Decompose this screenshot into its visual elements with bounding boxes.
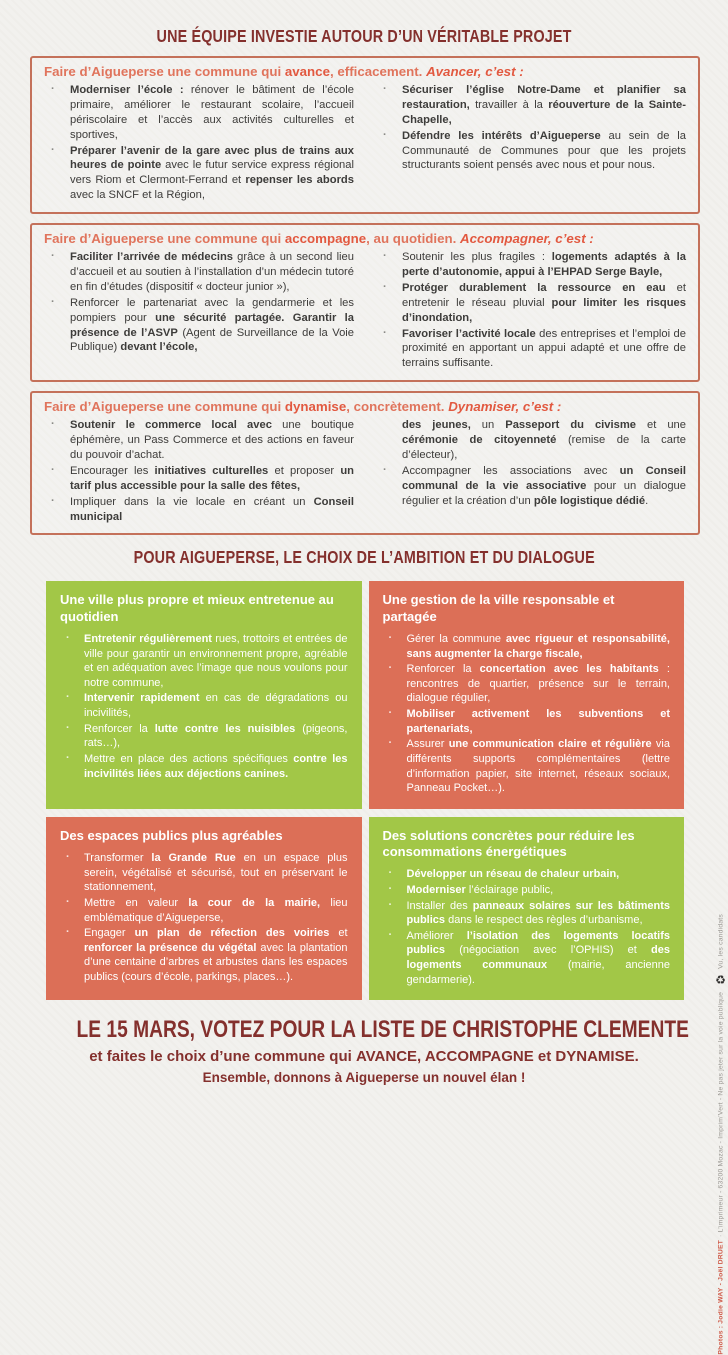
program-box-avance	[30, 56, 700, 214]
list-item: · Renforcer la lutte contre les nuisibles (pigeons, rats…),	[60, 722, 348, 751]
list-item: · Moderniser l’école : rénover le bâtiment de l’école primaire, améliorer le restaurant scolaire, l’accueil périscolaire et l’accès aux activités culturelles et sportives,	[44, 83, 354, 143]
pledge-box	[46, 817, 362, 1001]
bullet-list	[376, 83, 686, 204]
header-middle: , concrètement.	[346, 399, 449, 415]
header-keyword: accompagne	[284, 231, 367, 247]
bullet-list	[60, 632, 348, 781]
credits-text	[714, 914, 728, 1355]
list-item: · Transformer la Grande Rue en un espace plus serein, végétalisé et sécurisé, tout en préservant le stationnement,	[60, 851, 348, 895]
list-item: · Favoriser l’activité locale des entreprises et l’emploi de proximité en apportant un appui adapté et une offre de terrains suffisante.	[376, 327, 686, 372]
page-title-text: UNE ÉQUIPE INVESTIE AUTOUR D’UN VÉRITABLE PROJET	[156, 26, 572, 46]
header-slogan: Dynamiser, c’est :	[448, 399, 562, 415]
list-item: · Défendre les intérêts d’Aigueperse au sein de la Communauté de Communes pour que les projets structurants soient pensés avec nous et pour nous.	[376, 129, 686, 174]
list-item: · Soutenir le commerce local avec une boutique éphémère, un Pass Commerce et des actions en faveur du pouvoir d’achat.	[44, 418, 354, 463]
list-item: · Impliquer dans la vie locale en créant un Conseil municipal	[44, 495, 354, 525]
bullet-list	[44, 250, 354, 372]
header-keyword: dynamise	[284, 399, 347, 415]
two-columns	[44, 83, 686, 204]
bullet-list	[376, 250, 686, 372]
list-item: · Intervenir rapidement en cas de dégradations ou incivilités,	[60, 691, 348, 720]
list-item: · Soutenir les plus fragiles : logements adaptés à la perte d’autonomie, appui à l’EHPAD Serge Bayle,	[376, 250, 686, 280]
header-keyword: avance	[284, 64, 330, 79]
list-item: · Mettre en valeur la cour de la mairie, lieu emblématique d’Aigueperse,	[60, 896, 348, 925]
list-item: · Protéger durablement la ressource en eau et entretenir le réseau pluvial pour limiter les risques d’inondation,	[376, 281, 686, 326]
list-item: · Mobiliser activement les subventions et partenariats,	[383, 707, 671, 736]
footer-slogan: et faites le choix d’une commune qui AVANCE, ACCOMPAGNE et DYNAMISE.	[89, 1048, 639, 1066]
list-item: · Renforcer le partenariat avec la gendarmerie et les pompiers pour une sécurité partagée. Garantir la présence de l’ASVP (Agent de Surveillance de la Voie Publique) devant l’école,	[44, 296, 354, 356]
pledge-box	[369, 817, 685, 1001]
pledge-box-title: Une ville plus propre et mieux entretenue au quotidien	[60, 592, 334, 624]
list-item: · Assurer une communication claire et régulière via différents supports complémentaires (lettre d’information papier, site internet, réseaux sociaux, Panneau Pocket…).	[383, 737, 671, 796]
pledge-box	[46, 581, 362, 808]
header-slogan: Avancer, c’est :	[426, 64, 524, 79]
flyer-page	[0, 26, 728, 1355]
page-title	[20, 26, 708, 47]
header-prefix: Faire d’Aigueperse une commune qui	[44, 64, 285, 79]
list-item: · Renforcer la concertation avec les habitants : rencontres de quartier, présence sur le terrain, dialogue régulier,	[383, 662, 671, 706]
header-prefix: Faire d’Aigueperse une commune qui	[44, 231, 285, 247]
program-box-accompagne	[30, 223, 700, 382]
list-item: · Mettre en place des actions spécifiques contre les incivilités liées aux déjections canines.	[60, 752, 348, 781]
two-columns	[44, 250, 686, 372]
list-item: · Améliorer l’isolation des logements locatifs publics (négociation avec l’OPHIS) et des logements communaux (mairie, ancienne gendarmerie).	[383, 929, 671, 988]
bullet-list	[376, 418, 686, 525]
pledge-box-title: Des solutions concrètes pour réduire les consommations énergétiques	[382, 827, 635, 860]
list-item: · Engager un plan de réfection des voiries et renforcer la présence du végétal avec la plantation d’une centaine d’arbres et arbustes dans les espaces publics (cours d’école, parkings, places…).	[60, 926, 348, 985]
section-title-text: POUR AIGUEPERSE, LE CHOIX DE L’AMBITION ET DU DIALOGUE	[133, 547, 595, 568]
section-title	[20, 547, 708, 568]
credits-approved: Vu, les candidats	[717, 914, 725, 969]
two-columns	[44, 418, 686, 525]
bullet-list	[44, 83, 354, 204]
program-box-header	[44, 64, 686, 79]
footer-call-to-vote	[0, 1016, 728, 1044]
header-middle: , efficacement.	[329, 64, 427, 79]
bullet-list	[383, 867, 671, 987]
program-box-dynamise	[30, 391, 700, 535]
header-prefix: Faire d’Aigueperse une commune qui	[44, 399, 285, 415]
footer-tagline: Ensemble, donnons à Aigueperse un nouvel élan !	[202, 1070, 526, 1086]
list-item: · Entretenir régulièrement rues, trottoirs et entrées de ville pour garantir un environnement propre, agréable et en adéquation avec l’image que nous voulons pour notre commune,	[60, 632, 348, 691]
credits-photos: Photos : Jodie WAY - Joël DRUET	[717, 1239, 725, 1355]
footer-call-to-vote-text: LE 15 MARS, VOTEZ POUR LA LISTE DE CHRISTOPHE CLEMENTE	[76, 1016, 689, 1044]
list-item: · Encourager les initiatives culturelles et proposer un tarif plus accessible pour la salle des fêtes,	[44, 464, 354, 494]
list-item: · Faciliter l’arrivée de médecins grâce à un second lieu d’accueil et au soutien à l’installation d’un médecin tutoré en fin d’études (dispositif « docteur junior »),	[44, 250, 354, 295]
list-item: · Accompagner les associations avec un Conseil communal de la vie associative pour un dialogue régulier et la création d’un pôle logistique dédié.	[376, 464, 686, 509]
list-item: · Développer un réseau de chaleur urbain,	[383, 867, 671, 882]
bullet-list	[383, 632, 671, 796]
header-slogan: Accompagner, c’est :	[459, 231, 594, 247]
list-item: · Installer des panneaux solaires sur les bâtiments publics dans le respect des règles d’urbanisme,	[383, 899, 671, 928]
pledge-box-title: Des espaces publics plus agréables	[60, 827, 283, 843]
pledge-box-title: Une gestion de la ville responsable et partagée	[382, 592, 615, 624]
program-boxes	[30, 56, 700, 535]
credits-strip	[712, 26, 728, 1355]
list-item: · Préparer l’avenir de la gare avec plus de trains aux heures de pointe avec le futur service express régional vers Riom et Clermont-Ferrand et repenser les abords avec la SNCF et la Région,	[44, 144, 354, 204]
pledge-boxes	[46, 581, 684, 1000]
program-box-header	[44, 399, 686, 414]
recycling-logo-icon: ♻	[715, 973, 727, 988]
bullet-list	[44, 418, 354, 525]
list-item: des jeunes, un Passeport du civisme et une cérémonie de citoyenneté (remise de la carte d’électeur),	[402, 419, 686, 462]
pledge-box	[369, 581, 685, 808]
list-item: · Gérer la commune avec rigueur et responsabilité, sans augmenter la charge fiscale,	[383, 632, 671, 661]
list-item: · Sécuriser l’église Notre-Dame et planifier sa restauration, travailler à la réouverture de la Sainte-Chapelle,	[376, 83, 686, 128]
header-middle: , au quotidien.	[366, 231, 460, 247]
list-item: · Moderniser l’éclairage public,	[383, 883, 671, 898]
bullet-list	[60, 851, 348, 985]
program-box-header	[44, 231, 686, 246]
credits-printer: · L’imprimeur - 63200 Mozac - Imprim’Vert - Ne pas jeter sur la voie publique	[717, 991, 725, 1237]
footer	[0, 1016, 728, 1085]
